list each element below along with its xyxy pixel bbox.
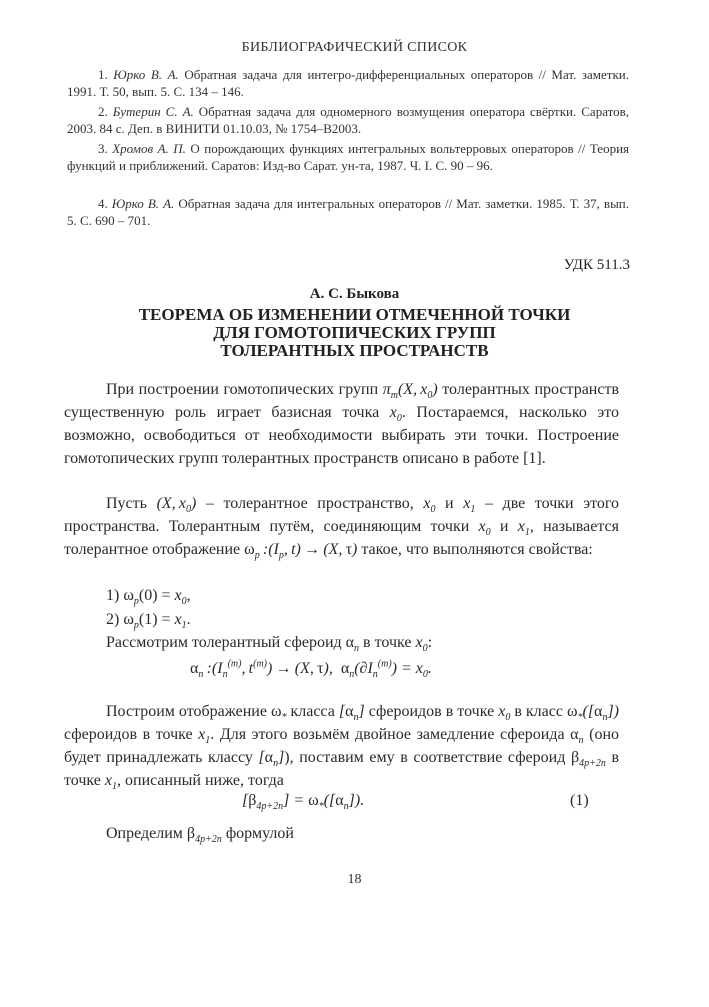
- text-span: в точке: [64, 749, 620, 789]
- math-class-alpha: $[\alpha_n]$: [258, 749, 285, 770]
- property-2: 2) $\omega_p(1) = x_1$.: [106, 611, 191, 632]
- reference-text: Обратная задача для интегро-дифференциальных операторов // Мат. заметки. 1991. Т. 50, вып. 5. С. 134 – 146.: [67, 67, 629, 99]
- article-author: А. С. Быкова: [309, 286, 400, 302]
- text-span: сфероидов в точке: [64, 726, 199, 743]
- text-span: Определим: [106, 825, 187, 842]
- property-arg: (1): [138, 611, 158, 628]
- text-span: такое, что выполняются свойства:: [357, 541, 593, 558]
- text-span: в точке: [359, 634, 416, 651]
- paragraph-define: [106, 822, 619, 845]
- property-label: 2): [106, 611, 120, 628]
- reference-number: 1.: [98, 67, 108, 82]
- title-line: ТЕОРЕМА ОБ ИЗМЕНЕНИИ ОТМЕЧЕННОЙ ТОЧКИ: [138, 305, 571, 324]
- math-omega-p: $\omega_p$: [123, 611, 139, 632]
- text-span: класса: [286, 703, 339, 720]
- math-omega-p: $\omega_p$: [123, 587, 139, 608]
- math-x: $x_0$: [174, 587, 187, 608]
- title-line: ТОЛЕРАНТНЫХ ПРОСТРАНСТВ: [220, 341, 489, 360]
- text-span: сфероидов в точке: [364, 703, 499, 720]
- property-1: 1) $\omega_p(0) = x_0$,: [106, 587, 191, 608]
- math-space: (X, $x_0$): [156, 495, 197, 516]
- punct: .: [186, 611, 191, 628]
- display-formula-spheroid: $\alpha_n$ $:(I_n^{(m)}$, $t^{(m)}) \to (X$, τ), $\alpha_n(\partial I_n^{(m)}) = x_0$.: [190, 658, 432, 681]
- text-span: и: [435, 495, 464, 512]
- math-x0: $x_0$: [389, 404, 402, 425]
- text-span: Построим отображение: [106, 703, 271, 720]
- article-title: [0, 306, 709, 360]
- reference-item: [67, 195, 629, 229]
- title-line: ДЛЯ ГОМОТОПИЧЕСКИХ ГРУПП: [213, 323, 496, 342]
- text-span: :: [427, 634, 433, 651]
- text-span: в класс: [510, 703, 567, 720]
- text-span: При построении гомотопических групп: [106, 381, 383, 398]
- text-span: – толерантное пространство,: [196, 495, 424, 512]
- paragraph-construction: [64, 700, 619, 792]
- text-span: , называется толерантное отображение: [64, 518, 620, 558]
- math-x: $x_1$: [174, 611, 187, 632]
- math-omega-star-class: $\omega_*([\alpha_n])$: [566, 703, 619, 724]
- text-span: Пусть: [106, 495, 157, 512]
- math-alpha-n: $\alpha_n$: [570, 726, 584, 747]
- bibliography-heading: БИБЛИОГРАФИЧЕСКИЙ СПИСОК: [241, 40, 468, 55]
- reference-item: [67, 140, 629, 174]
- text-span: (оно будет принадлежать классу: [64, 726, 619, 766]
- equation-number: (1): [570, 792, 589, 809]
- text-span: . Постараемся, насколько это возможно, освободиться от необходимости выбирать эти точки. Построение гомотопических групп толерантных пространств описано в работе [1].: [64, 404, 619, 467]
- math-x0: $x_0$: [415, 634, 428, 655]
- math-x1: $x_1$: [517, 518, 530, 539]
- text-span: формулой: [221, 825, 294, 842]
- math-x0: $x_0$: [498, 703, 511, 724]
- math-x0: $x_0$: [423, 495, 436, 516]
- math-class-alpha: $[\alpha_n]$: [338, 703, 365, 724]
- reference-number: 4.: [98, 196, 108, 211]
- text-span: ), поставим ему в соответствие сфероид: [284, 749, 571, 766]
- math-omega-map: $\omega_p$ $:(I_p$, t) → (X, τ): [244, 541, 358, 562]
- text-span: . Для этого возьмём двойное замедление сфероида: [210, 726, 571, 743]
- reference-number: 3.: [98, 141, 108, 156]
- reference-text: О порождающих функциях интегральных вольтерровых операторов // Теория функций и приближений. Саратов: Изд-во Сарат. ун-та, 1987. Ч. I. С. 90 – 96.: [67, 141, 630, 173]
- text-span: – две точки этого пространства. Толерантным путём, соединяющим точки: [64, 495, 620, 535]
- text-span: толерантных пространств существенную роль играет базисная точка: [64, 381, 619, 421]
- reference-author: Хромов А. П.: [112, 141, 186, 156]
- page-number: 18: [347, 872, 362, 887]
- property-arg: (0): [138, 587, 158, 604]
- math-beta: $\beta_{4p+2n}$: [186, 825, 222, 846]
- math-x1: $x_1$: [198, 726, 211, 747]
- paragraph-intro: [64, 378, 619, 470]
- math-omega-star: $\omega_*$: [270, 703, 287, 724]
- math-x1: $x_1$: [463, 495, 476, 516]
- text-span: и: [490, 518, 518, 535]
- math-x0: $x_0$: [478, 518, 491, 539]
- math-alpha-n: $\alpha_n$: [345, 634, 360, 655]
- reference-text: Обратная задача для одномерного возмущения оператора свёртки. Саратов, 2003. 84 с. Деп. в ВИНИТИ 01.10.03, № 1754–В2003.: [67, 104, 630, 136]
- math-pi-m: $\pi_m(X$, $x_0$): [382, 381, 438, 402]
- reference-author: Бутерин С. А.: [112, 104, 194, 119]
- reference-item: [67, 103, 629, 137]
- udk-code: УДК 511.3: [563, 257, 630, 273]
- property-label: 1): [106, 587, 120, 604]
- reference-number: 2.: [98, 104, 108, 119]
- equation-1: $[\beta_{4p+2n}] = \omega_*([\alpha_n])$.: [242, 792, 365, 813]
- punct: ,: [186, 587, 191, 604]
- text-span: Рассмотрим толерантный сфероид: [106, 634, 346, 651]
- paragraph-spheroid: [106, 631, 619, 654]
- reference-author: Юрко В. А.: [113, 67, 179, 82]
- math-x1: $x_1$: [104, 772, 117, 793]
- reference-text: Обратная задача для интегральных операторов // Мат. заметки. 1985. Т. 37, вып. 5. С. 690 – 701.: [67, 196, 630, 228]
- reference-author: Юрко В. А.: [111, 196, 175, 211]
- math-beta: $\beta_{4p+2n}$: [570, 749, 606, 770]
- text-span: , описанный ниже, тогда: [117, 772, 284, 789]
- paragraph-definition: [64, 492, 619, 561]
- reference-item: [67, 66, 629, 100]
